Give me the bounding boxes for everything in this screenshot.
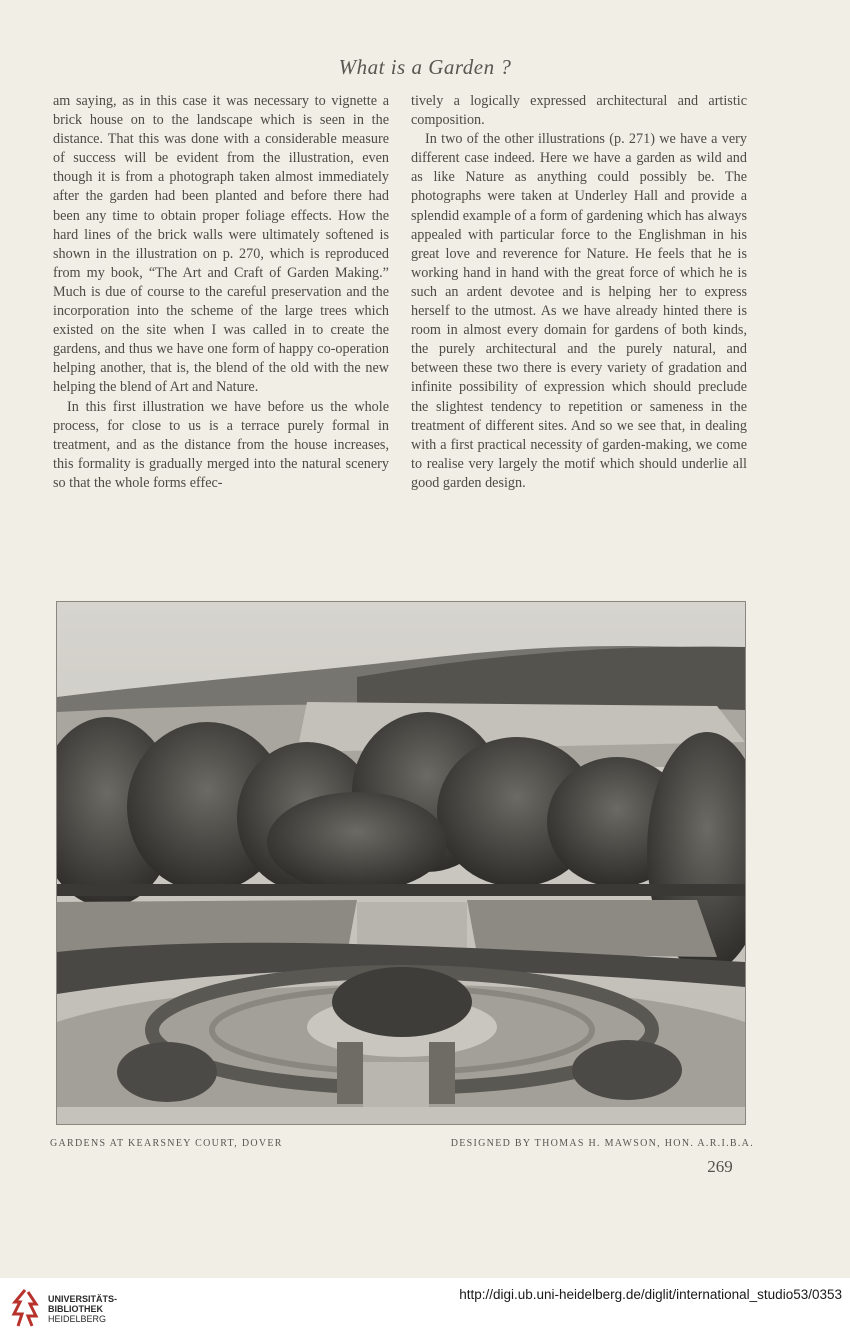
source-url[interactable]: http://digi.ub.uni-heidelberg.de/diglit/international_studio53/0353 [459, 1287, 842, 1302]
footer-bar [0, 1278, 850, 1340]
paragraph: In two of the other illustrations (p. 271) we have a very different case indeed. Here we have a garden as wild and as like Nature as anything could possibly be. The photographs were taken at Underley Hall and provide a splendid example of a form of gardening which has always appealed with particular force to the Englishman in his great love and reverence for Nature. He feels that he is working hand in hand with the great force of which he is such an ardent devotee and is helping her to express herself to the utmost. As we have already hinted there is room in almost every domain for gardens of both kinds, the purely architectural and the purely natural, and between these two there is every variety of gradation and infinite possibility of expression which should preclude the slightest tendency to repetition or sameness in the treatment of different sites. And so we see that, in dealing with a first practical necessity of garden-making, we come to realise very largely the motif which should underlie all good garden design. [411, 131, 747, 491]
page-number: 269 [707, 1157, 733, 1176]
paragraph: tively a logically expressed architectural and artistic composition. [411, 93, 747, 129]
garden-photograph [56, 601, 746, 1125]
text-column-right [411, 92, 747, 493]
paragraph: In this first illustration we have before us the whole process, for close to us is a terrace purely formal in treatment, and as the distance from the house increases, this formality is gradually merged into the natural scenery so that the whole forms effec- [53, 398, 389, 491]
paragraph: am saying, as in this case it was necessary to vignette a brick house on to the landscape which is seen in the distance. That this was done with a considerable measure of success will be evident from the illustration, even though it is from a photograph taken almost immediately after the garden had been planted and before there had been any time to obtain proper foliage effects. How the hard lines of the brick walls were ultimately softened is shown in the illustration on p. 270, which is reproduced from my book, “The Art and Craft of Garden Making.” Much is due of course to the careful preservation and the incorporation into the scheme of the large trees which existed on the site when I was called in to create the gardens, and thus we have one form of happy co-operation helping another, that is, the blend of the old with the new helping the blend of Art and Nature. [53, 93, 389, 396]
library-name: UNIVERSITÄTS- BIBLIOTHEK HEIDELBERG [48, 1294, 118, 1324]
photo-caption-right: DESIGNED BY THOMAS H. MAWSON, HON. A.R.I.B.A. [450, 1138, 754, 1149]
photo-caption-left: GARDENS AT KEARSNEY COURT, DOVER [50, 1138, 283, 1149]
library-logo-icon [10, 1288, 40, 1328]
page-title: What is a Garden ? [338, 55, 512, 79]
text-column-left [53, 92, 389, 493]
